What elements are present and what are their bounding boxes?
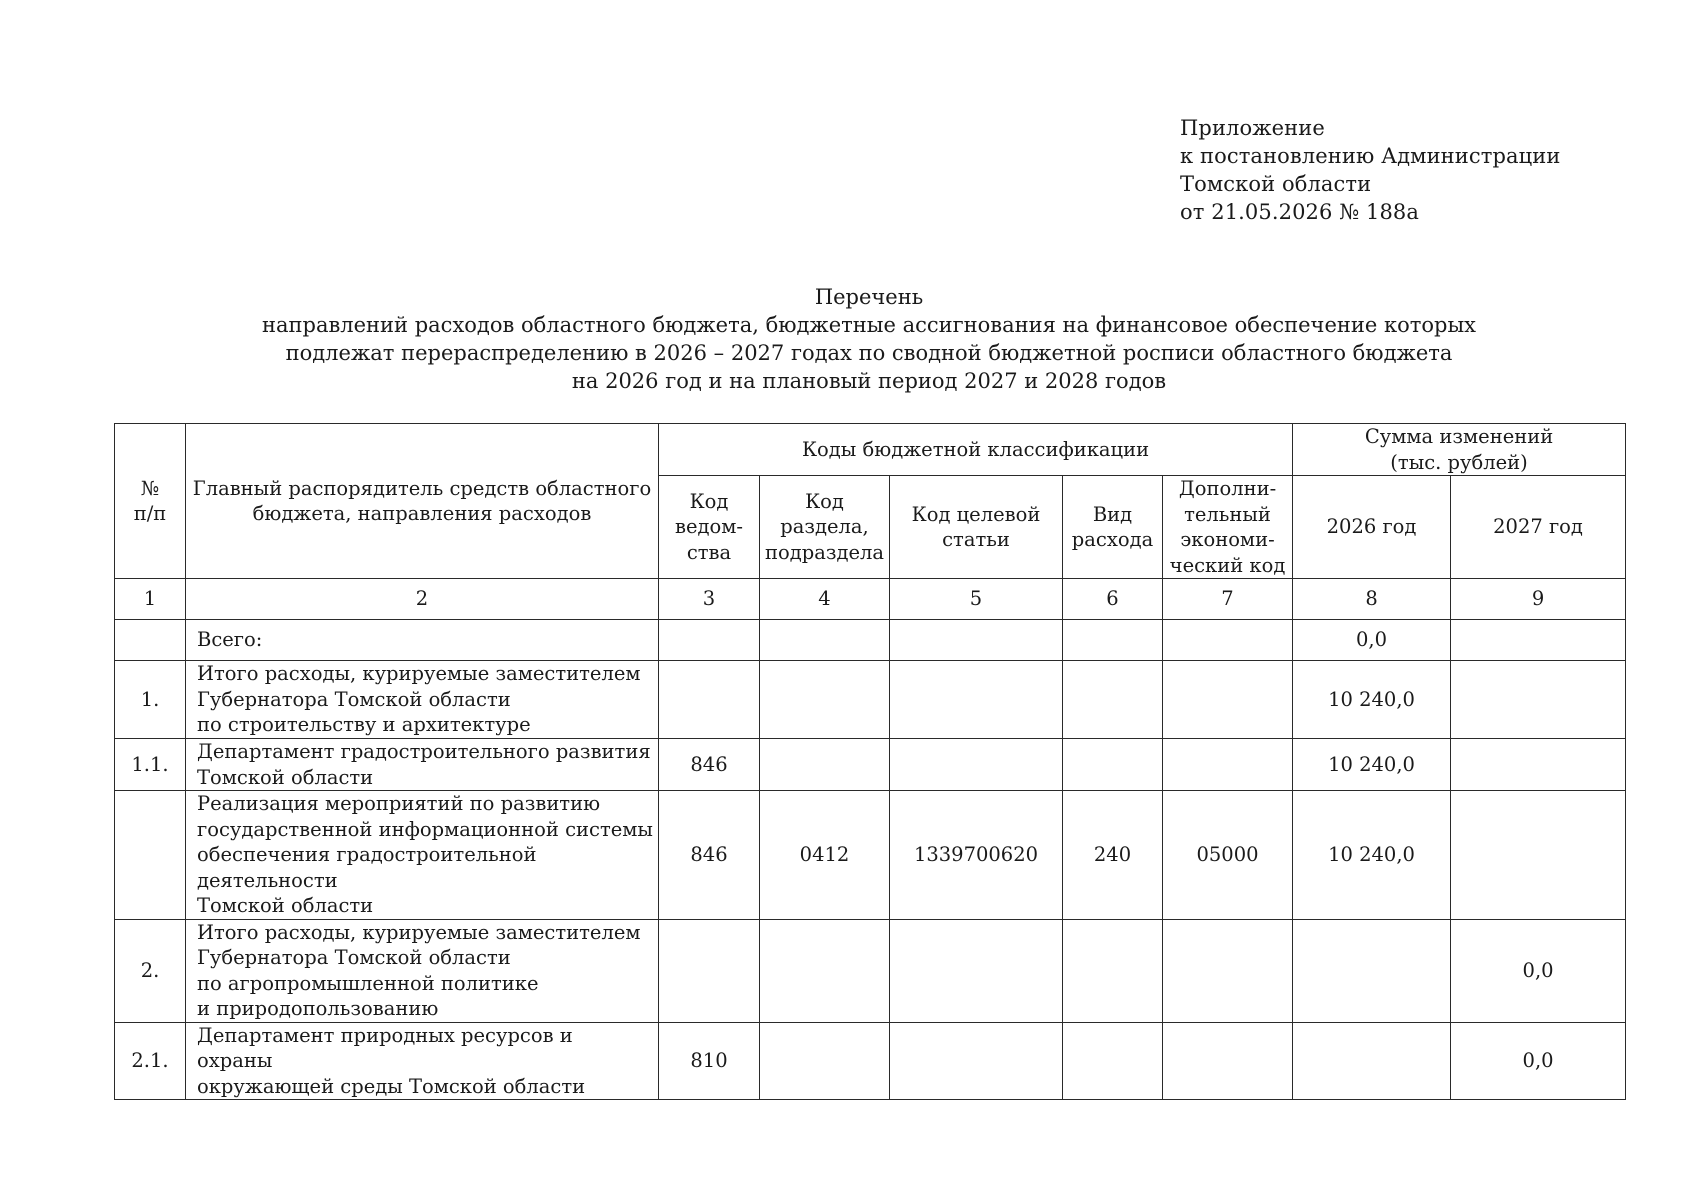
cell-expense-type: 240 xyxy=(1063,791,1163,920)
cell-section-code xyxy=(760,739,890,791)
col-header-econ-code: Дополни- тельный экономи- ческий код xyxy=(1163,476,1293,579)
table-row xyxy=(115,1022,1626,1100)
col-header-name: Главный распорядитель средств областного бюджета, направления расходов xyxy=(186,424,659,579)
cell-name: Итого расходы, курируемые заместителем Губернатора Томской области по агропромышленной политике и природопользованию xyxy=(186,919,659,1022)
cell-2026: 10 240,0 xyxy=(1293,791,1451,920)
cell-dept-code xyxy=(659,620,760,661)
cell-target-code xyxy=(890,661,1063,739)
cell-name: Всего: xyxy=(186,620,659,661)
cell-expense-type xyxy=(1063,620,1163,661)
col-number: 6 xyxy=(1063,579,1163,620)
col-number: 3 xyxy=(659,579,760,620)
table-row xyxy=(115,739,1626,791)
cell-section-code: 0412 xyxy=(760,791,890,920)
cell-2027 xyxy=(1451,739,1626,791)
cell-expense-type xyxy=(1063,919,1163,1022)
cell-econ-code xyxy=(1163,620,1293,661)
col-number: 2 xyxy=(186,579,659,620)
cell-section-code xyxy=(760,661,890,739)
title-line: Перечень xyxy=(814,285,924,309)
title-line: на 2026 год и на плановый период 2027 и 2028 годов xyxy=(571,369,1167,393)
cell-section-code xyxy=(760,919,890,1022)
cell-dept-code: 846 xyxy=(659,791,760,920)
cell-target-code: 1339700620 xyxy=(890,791,1063,920)
cell-num: 2. xyxy=(115,919,186,1022)
table-row xyxy=(115,919,1626,1022)
cell-dept-code xyxy=(659,661,760,739)
cell-section-code xyxy=(760,620,890,661)
cell-num: 2.1. xyxy=(115,1022,186,1100)
title-line: направлений расходов областного бюджета, бюджетные ассигнования на финансовое обеспечение которых xyxy=(261,313,1476,337)
table-row xyxy=(115,620,1626,661)
expenditure-table xyxy=(114,423,1626,1100)
col-header-num: № п/п xyxy=(115,424,186,579)
cell-expense-type xyxy=(1063,661,1163,739)
cell-num: 1. xyxy=(115,661,186,739)
col-group-budget-codes: Коды бюджетной классификации xyxy=(659,424,1293,476)
appendix-date-number: от 21.05.2026 № 188а xyxy=(1180,200,1419,224)
col-number: 8 xyxy=(1293,579,1451,620)
appendix-line: к постановлению Администрации xyxy=(1180,144,1561,168)
cell-econ-code xyxy=(1163,661,1293,739)
document-title xyxy=(114,283,1624,395)
cell-2026: 10 240,0 xyxy=(1293,661,1451,739)
cell-name: Департамент природных ресурсов и охраны окружающей среды Томской области xyxy=(186,1022,659,1100)
col-number: 4 xyxy=(760,579,890,620)
cell-target-code xyxy=(890,739,1063,791)
cell-2027 xyxy=(1451,791,1626,920)
cell-num xyxy=(115,620,186,661)
cell-2027 xyxy=(1451,620,1626,661)
cell-name: Реализация мероприятий по развитию государственной информационной системы обеспечения градостроительной деятельности Томской области xyxy=(186,791,659,920)
cell-dept-code xyxy=(659,919,760,1022)
cell-target-code xyxy=(890,620,1063,661)
col-group-sum-changes: Сумма изменений (тыс. рублей) xyxy=(1293,424,1626,476)
col-header-2027: 2027 год xyxy=(1451,476,1626,579)
col-header-expense-type: Вид расхода xyxy=(1063,476,1163,579)
cell-dept-code: 846 xyxy=(659,739,760,791)
appendix-block xyxy=(1180,114,1560,226)
cell-2026: 0,0 xyxy=(1293,620,1451,661)
cell-section-code xyxy=(760,1022,890,1100)
cell-num: 1.1. xyxy=(115,739,186,791)
header-row-1 xyxy=(115,424,1626,476)
cell-2027: 0,0 xyxy=(1451,1022,1626,1100)
cell-econ-code xyxy=(1163,919,1293,1022)
col-header-dept-code: Код ведом- ства xyxy=(659,476,760,579)
cell-2026 xyxy=(1293,919,1451,1022)
cell-econ-code xyxy=(1163,1022,1293,1100)
cell-econ-code xyxy=(1163,739,1293,791)
table-row xyxy=(115,661,1626,739)
cell-2027 xyxy=(1451,661,1626,739)
cell-2026: 10 240,0 xyxy=(1293,739,1451,791)
column-number-row xyxy=(115,579,1626,620)
cell-dept-code: 810 xyxy=(659,1022,760,1100)
col-number: 1 xyxy=(115,579,186,620)
col-number: 9 xyxy=(1451,579,1626,620)
col-number: 5 xyxy=(890,579,1063,620)
title-line: подлежат перераспределению в 2026 – 2027 годах по сводной бюджетной росписи областного бюджета xyxy=(285,341,1453,365)
cell-target-code xyxy=(890,919,1063,1022)
cell-2026 xyxy=(1293,1022,1451,1100)
cell-expense-type xyxy=(1063,1022,1163,1100)
cell-name: Департамент градостроительного развития Томской области xyxy=(186,739,659,791)
col-header-2026: 2026 год xyxy=(1293,476,1451,579)
appendix-line: Томской области xyxy=(1180,172,1372,196)
col-header-target-code: Код целевой статьи xyxy=(890,476,1063,579)
appendix-line: Приложение xyxy=(1180,116,1325,140)
cell-target-code xyxy=(890,1022,1063,1100)
cell-num xyxy=(115,791,186,920)
cell-expense-type xyxy=(1063,739,1163,791)
cell-econ-code: 05000 xyxy=(1163,791,1293,920)
col-header-section-code: Код раздела, подраздела xyxy=(760,476,890,579)
table-row xyxy=(115,791,1626,920)
col-number: 7 xyxy=(1163,579,1293,620)
cell-name: Итого расходы, курируемые заместителем Губернатора Томской области по строительству и архитектуре xyxy=(186,661,659,739)
cell-2027: 0,0 xyxy=(1451,919,1626,1022)
